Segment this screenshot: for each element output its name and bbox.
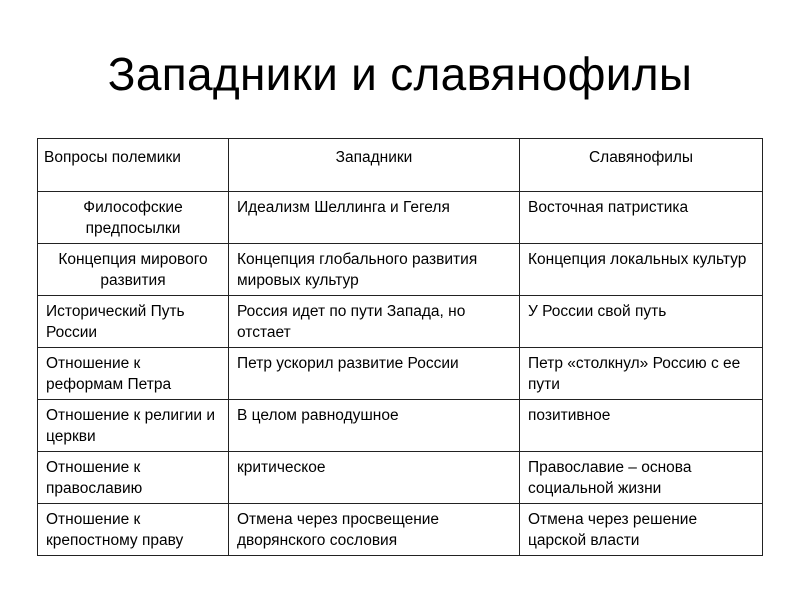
row-slavophiles: Петр «столкнул» Россию с ее пути (520, 348, 763, 400)
comparison-table (37, 138, 763, 556)
row-slavophiles: Концепция локальных культур (520, 244, 763, 296)
table-row (38, 244, 763, 296)
row-slavophiles: Восточная патристика (520, 192, 763, 244)
row-slavophiles: Отмена через решение царской власти (520, 504, 763, 556)
header-slavophiles: Славянофилы (520, 139, 763, 192)
table-row (38, 192, 763, 244)
row-topic: Философские предпосылки (38, 192, 229, 244)
row-topic: Отношение к реформам Петра (38, 348, 229, 400)
table-row (38, 504, 763, 556)
row-westerners: В целом равнодушное (229, 400, 520, 452)
header-westerners: Западники (229, 139, 520, 192)
row-slavophiles: позитивное (520, 400, 763, 452)
row-topic: Отношение к православию (38, 452, 229, 504)
table-header-row (38, 139, 763, 192)
row-westerners: Концепция глобального развития мировых культур (229, 244, 520, 296)
row-westerners: Петр ускорил развитие России (229, 348, 520, 400)
header-topic: Вопросы полемики (38, 139, 229, 192)
row-topic: Исторический Путь России (38, 296, 229, 348)
table-row (38, 296, 763, 348)
table-row (38, 400, 763, 452)
row-slavophiles: Православие – основа социальной жизни (520, 452, 763, 504)
row-topic: Отношение к религии и церкви (38, 400, 229, 452)
table-row (38, 348, 763, 400)
slide-title: Западники и славянофилы (107, 48, 693, 100)
row-westerners: критическое (229, 452, 520, 504)
row-westerners: Россия идет по пути Запада, но отстает (229, 296, 520, 348)
row-westerners: Идеализм Шеллинга и Гегеля (229, 192, 520, 244)
row-topic: Концепция мирового развития (38, 244, 229, 296)
row-topic: Отношение к крепостному праву (38, 504, 229, 556)
table-row (38, 452, 763, 504)
row-slavophiles: У России свой путь (520, 296, 763, 348)
row-westerners: Отмена через просвещение дворянского сословия (229, 504, 520, 556)
